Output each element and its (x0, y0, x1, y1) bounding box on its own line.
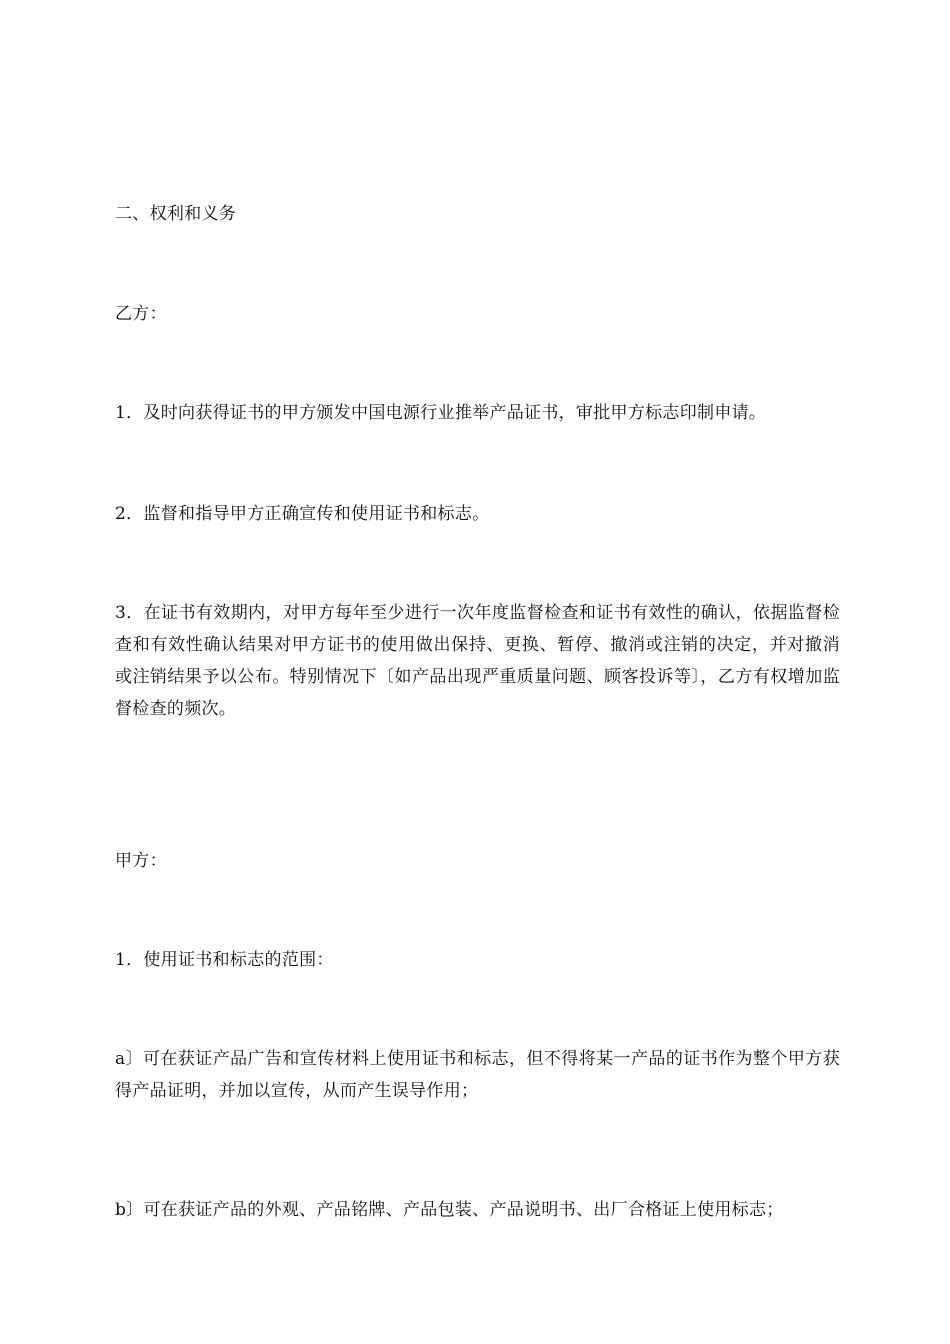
party-b-label: 乙方： (115, 304, 167, 324)
party-b-clause-3: 3．在证书有效期内，对甲方每年至少进行一次年度监督检查和证书有效性的确认，依据监督检查和有效性确认结果对甲方证书的使用做出保持、更换、暂停、撤消或注销的决定，并对撤消或注销结果予以公布。特别情况下〔如产品出现严重质量问题、顾客投诉等〕，乙方有权增加监督检查的频次。 (115, 603, 840, 719)
party-a-item-a: a〕可在获证产品广告和宣传材料上使用证书和标志，但不得将某一产品的证书作为整个甲方获得产品证明，并加以宣传，从而产生误导作用； (115, 1049, 840, 1101)
party-a-clause-1: 1．使用证书和标志的范围： (115, 950, 334, 970)
section-heading-rights-obligations: 二、权利和义务 (115, 204, 237, 224)
party-b-clause-1: 1．及时向获得证书的甲方颁发中国电源行业推举产品证书，审批甲方标志印制申请。 (115, 403, 767, 423)
party-a-item-b: b〕可在获证产品的外观、产品铭牌、产品包装、产品说明书、出厂合格证上使用标志； (115, 1200, 784, 1220)
party-a-label: 甲方： (115, 851, 167, 871)
party-b-clause-2: 2．监督和指导甲方正确宣传和使用证书和标志。 (115, 504, 490, 524)
